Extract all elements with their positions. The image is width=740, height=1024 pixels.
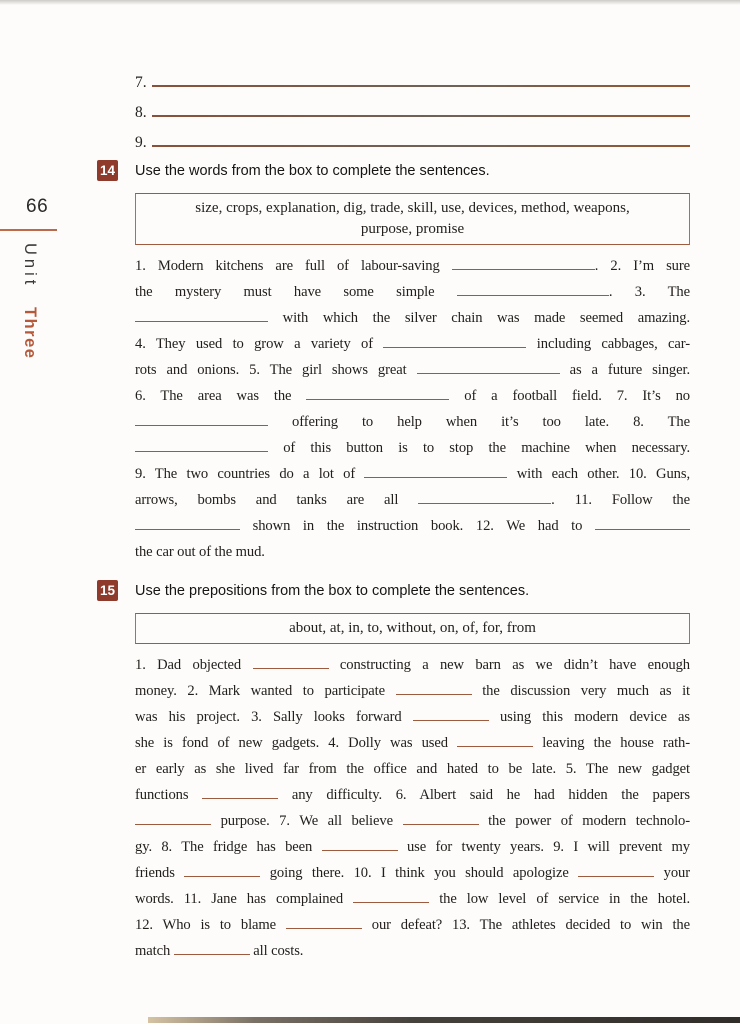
exercise-instruction: Use the prepositions from the box to complete the sentences.: [135, 583, 530, 599]
page-number-rule: [0, 229, 57, 231]
fill-in-blank: [184, 863, 260, 877]
exercise-15: [99, 580, 690, 964]
fill-in-blank: [413, 707, 489, 721]
blank-number: 9.: [135, 133, 147, 151]
fill-in-blank: [403, 811, 479, 825]
word-box: [135, 193, 690, 245]
text-line: 12. Who is to blame our defeat? 13. The athletes decided to win the: [135, 917, 690, 933]
text-line: friends going there. 10. I think you should apologize your: [135, 865, 690, 881]
exercise-15-header: [99, 580, 690, 602]
fill-in-blank: [135, 308, 268, 322]
text-line: gy. 8. The fridge has been use for twenty years. 9. I will prevent my: [135, 839, 690, 855]
fill-in-blank: [383, 334, 526, 348]
fill-in-blank: [353, 889, 429, 903]
text-line: functions any difficulty. 6. Albert said he had hidden the papers: [135, 787, 690, 803]
text-line: purpose. 7. We all believe the power of modern technolo-: [135, 808, 690, 834]
fill-in-blank: [135, 516, 240, 530]
text-line: money. 2. Mark wanted to participate the discussion very much as it: [135, 683, 690, 699]
fill-in-blank: [452, 256, 595, 270]
text-line: 9. The two countries do a lot of with each other. 10. Guns,: [135, 466, 691, 482]
fill-in-blank: [174, 941, 250, 955]
text-line: of this button is to stop the machine when necessary.: [135, 435, 690, 461]
page-content: [99, 60, 691, 964]
word-box-line: purpose, promise: [360, 221, 465, 237]
unit-name: Three: [21, 306, 39, 360]
exercise-14: [99, 160, 691, 565]
text-line: the car out of the mud.: [135, 544, 265, 560]
fill-in-blank: [457, 733, 533, 747]
fill-in-blank: [595, 516, 690, 530]
text-line: 6. The area was the of a football field. 7. It’s no: [135, 388, 690, 404]
text-line: she is fond of new gadgets. 4. Dolly was used leaving the house rath-: [135, 735, 690, 751]
page-top-scan-edge: [0, 0, 740, 5]
answer-line: [152, 145, 690, 147]
text-line: rots and onions. 5. The girl shows great as a future singer.: [135, 362, 690, 378]
text-line: offering to help when it’s too late. 8. The: [135, 409, 690, 435]
blank-number: 8.: [135, 103, 147, 121]
fill-in-blank: [418, 490, 551, 504]
exercise-14-header: [99, 160, 690, 182]
numbered-blank-row: [135, 90, 690, 120]
fill-in-blank: [457, 282, 609, 296]
fill-in-blank: [306, 386, 449, 400]
text-line: 4. They used to grow a variety of including cabbages, car-: [135, 336, 690, 352]
unit-word: Unit: [21, 243, 39, 289]
word-box: [135, 613, 690, 644]
fill-in-blank: [322, 837, 398, 851]
numbered-blank-row: [135, 120, 690, 150]
text-line: was his project. 3. Sally looks forward using this modern device as: [135, 709, 690, 725]
text-line: arrows, bombs and tanks are all . 11. Follow the: [135, 492, 690, 508]
fill-in-blank: [286, 915, 362, 929]
fill-in-blank: [417, 360, 560, 374]
answer-line: [152, 115, 690, 117]
exercise-sentences: [135, 253, 690, 565]
fill-in-blank: [202, 785, 278, 799]
page-number: 66: [26, 196, 49, 217]
text-line: with which the silver chain was made seemed amazing.: [135, 305, 690, 331]
blank-number: 7.: [135, 73, 147, 91]
exercise-number-badge: 14: [97, 160, 118, 181]
unit-label: [20, 243, 39, 359]
word-box-line: size, crops, explanation, dig, trade, skill, use, devices, method, weapons,: [195, 200, 630, 216]
text-line: er early as she lived far from the office and hated to be late. 5. The new gadget: [135, 761, 690, 777]
numbered-answer-lines: [135, 60, 690, 150]
exercise-number-badge: 15: [97, 580, 118, 601]
exercise-instruction: Use the words from the box to complete the sentences.: [135, 163, 490, 179]
text-line: 1. Dad objected constructing a new barn as we didn’t have enough: [135, 657, 690, 673]
text-line: the mystery must have some simple . 3. The: [135, 284, 690, 300]
answer-line: [152, 85, 690, 87]
fill-in-blank: [253, 655, 329, 669]
word-box-line: about, at, in, to, without, on, of, for, from: [289, 620, 536, 636]
page-bottom-scan-edge: [148, 1017, 740, 1023]
text-line: shown in the instruction book. 12. We had to: [135, 513, 690, 539]
numbered-blank-row: [135, 60, 690, 90]
fill-in-blank: [135, 811, 211, 825]
fill-in-blank: [135, 412, 268, 426]
fill-in-blank: [578, 863, 654, 877]
fill-in-blank: [364, 464, 507, 478]
text-line: match all costs.: [135, 943, 304, 959]
fill-in-blank: [135, 438, 268, 452]
text-line: 1. Modern kitchens are full of labour-saving . 2. I’m sure: [135, 258, 690, 274]
fill-in-blank: [396, 681, 472, 695]
exercise-sentences: [135, 652, 690, 964]
text-line: words. 11. Jane has complained the low level of service in the hotel.: [135, 891, 690, 907]
